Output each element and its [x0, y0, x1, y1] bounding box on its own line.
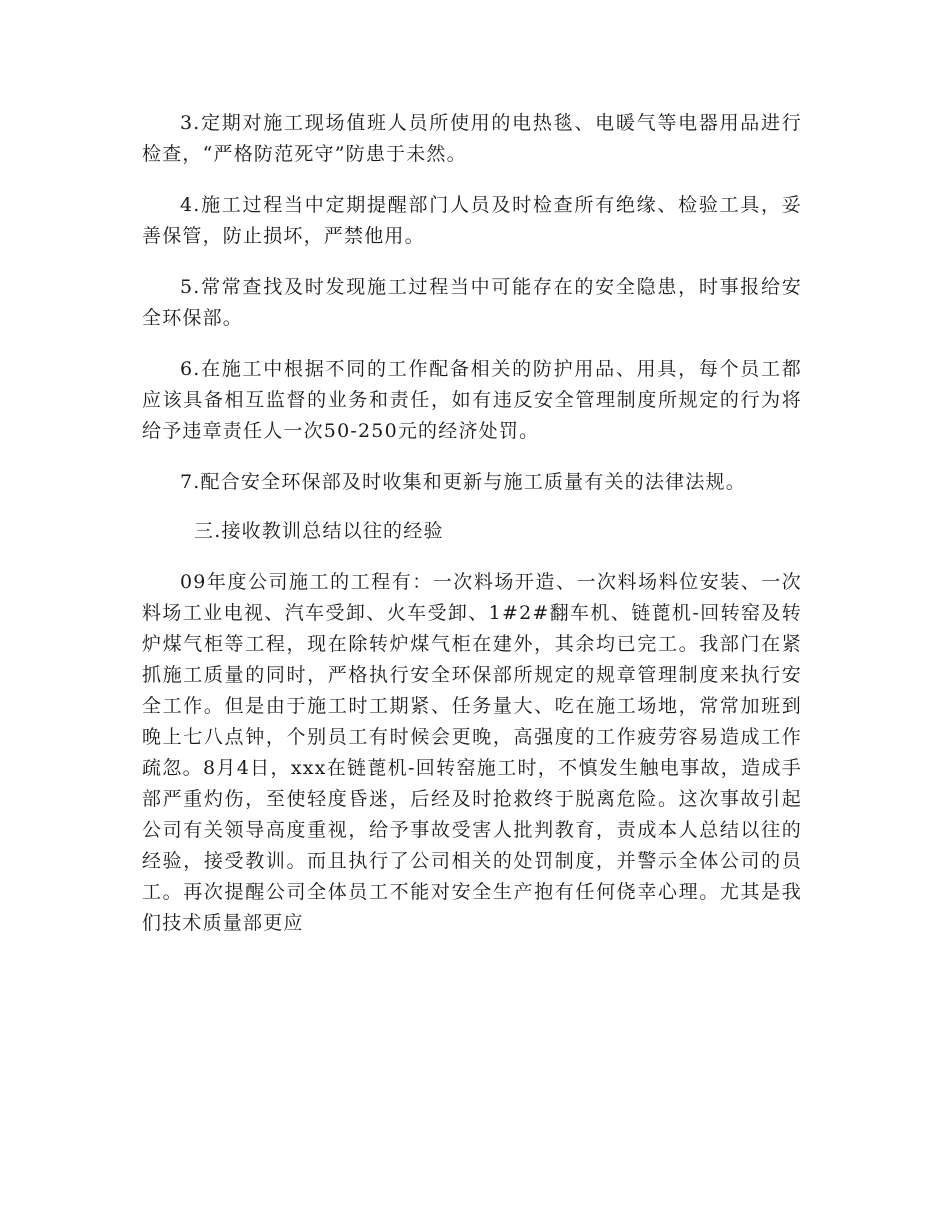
paragraph-item-6: 6.在施工中根据不同的工作配备相关的防护用品、用具，每个员工都应该具备相互监督的业务和责任，如有违反安全管理制度所规定的行为将给予违章责任人一次50-250元的经济处罚。 — [142, 358, 802, 442]
document-page — [142, 108, 802, 959]
paragraph-item-5: 5.常常查找及时发现施工过程当中可能存在的安全隐患，时事报给安全环保部。 — [142, 276, 802, 329]
body-paragraph: 09年度公司施工的工程有：一次料场开造、一次料场料位安装、一次料场工业电视、汽车受卸、火车受卸、1#2#翻车机、链蓖机-回转窑及转炉煤气柜等工程，现在除转炉煤气柜在建外，其余均已完工。我部门在紧抓施工质量的同时，严格执行安全环保部所规定的规章管理制度来执行安全工作。但是由于施工时工期紧、任务量大、吃在施工场地，常常加班到晚上七八点钟，个别员工有时候会更晚，高强度的工作疲劳容易造成工作疏忽。8月4日，xxx在链蓖机-回转窑施工时，不慎发生触电事故，造成手部严重灼伤，至使轻度昏迷，后经及时抢救终于脱离危险。这次事故引起公司有关领导高度重视，给予事故受害人批判教育，责成本人总结以往的经验，接受教训。而且执行了公司相关的处罚制度，并警示全体公司的员工。再次提醒公司全体员工不能对安全生产抱有任何侥幸心理。尤其是我们技术质量部更应 — [142, 571, 802, 934]
paragraph-item-3: 3.定期对施工现场值班人员所使用的电热毯、电暖气等电器用品进行检查，“严格防范死守”防患于未然。 — [142, 112, 802, 165]
paragraph-item-4: 4.施工过程当中定期提醒部门人员及时检查所有绝缘、检验工具，妥善保管，防止损坏，严禁他用。 — [142, 194, 802, 247]
paragraph-item-7: 7.配合安全环保部及时收集和更新与施工质量有关的法律法规。 — [180, 471, 746, 493]
section-heading: 三.接收教训总结以往的经验 — [194, 520, 444, 542]
